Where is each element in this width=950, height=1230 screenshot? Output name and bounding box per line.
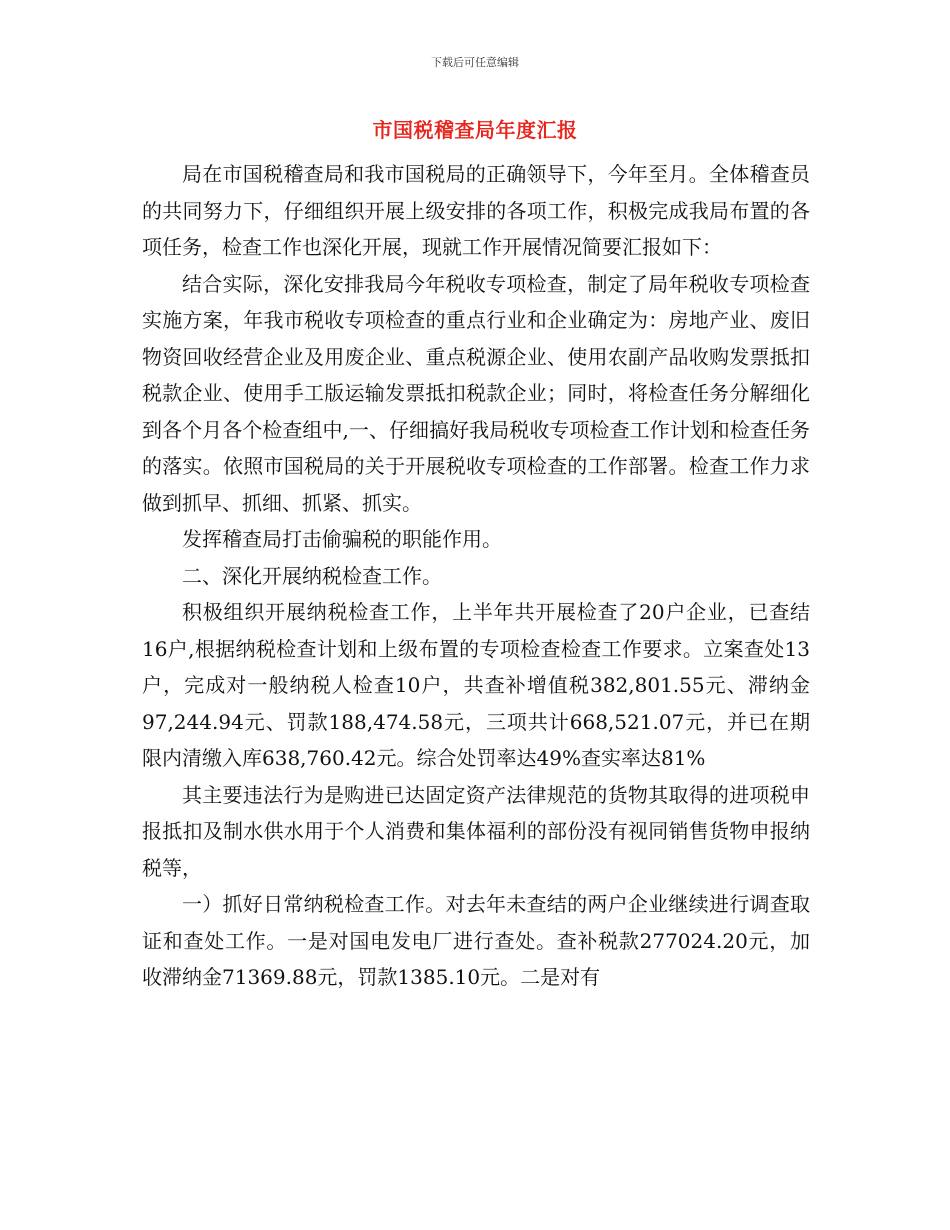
page-header-note: 下载后可任意编辑 — [431, 56, 519, 69]
paragraph-section-two-heading: 二、深化开展纳税检查工作。 — [182, 563, 442, 588]
document-title: 市国税稽查局年度汇报 — [372, 118, 578, 142]
paragraph-intro: 局在市国税稽查局和我市国税局的正确领导下，今年至月。全体稽查员的共同努力下，仔细组织开展上级安排的各项工作，积极完成我局布置的各项任务，检查工作也深化开展，现就工作开展情况简要汇报如下： — [142, 162, 810, 259]
paragraph-inspection-results: 积极组织开展纳税检查工作，上半年共开展检查了20户企业，已查结16户,根据纳税检查计划和上级布置的专项检查检查工作要求。立案查处13户，完成对一般纳税人检查10户，共查补增值税382,801.55元、滞纳金97,244.94元、罚款188,474.58元，三项共计668,521.07元，并已在期限内清缴入库638,760.42元。综合处罚率达49%查实率达81% — [142, 600, 810, 770]
document-body — [142, 156, 810, 996]
paragraph-function: 发挥稽查局打击偷骗税的职能作用。 — [182, 527, 502, 551]
paragraph-daily-inspection: 一）抓好日常纳税检查工作。对去年未查结的两户企业继续进行调查取证和查处工作。一是对国电发电厂进行查处。查补税款277024.20元，加收滞纳金71369.88元，罚款1385.10元。二是对有 — [142, 892, 810, 989]
paragraph-violations: 其主要违法行为是购进已达固定资产法律规范的货物其取得的进项税申报抵扣及制水供水用于个人消费和集体福利的部份没有视同销售货物申报纳税等， — [142, 782, 810, 880]
paragraph-special-inspection: 结合实际，深化安排我局今年税收专项检查，制定了局年税收专项检查实施方案，年我市税收专项检查的重点行业和企业确定为：房地产业、废旧物资回收经营企业及用废企业、重点税源企业、使用农副产品收购发票抵扣税款企业、使用手工版运输发票抵扣税款企业；同时，将检查任务分解细化到各个月各个检查组中,一、仔细搞好我局税收专项检查工作计划和检查任务的落实。依照市国税局的关于开展税收专项检查的工作部署。检查工作力求做到抓早、抓细、抓紧、抓实。 — [142, 271, 810, 515]
